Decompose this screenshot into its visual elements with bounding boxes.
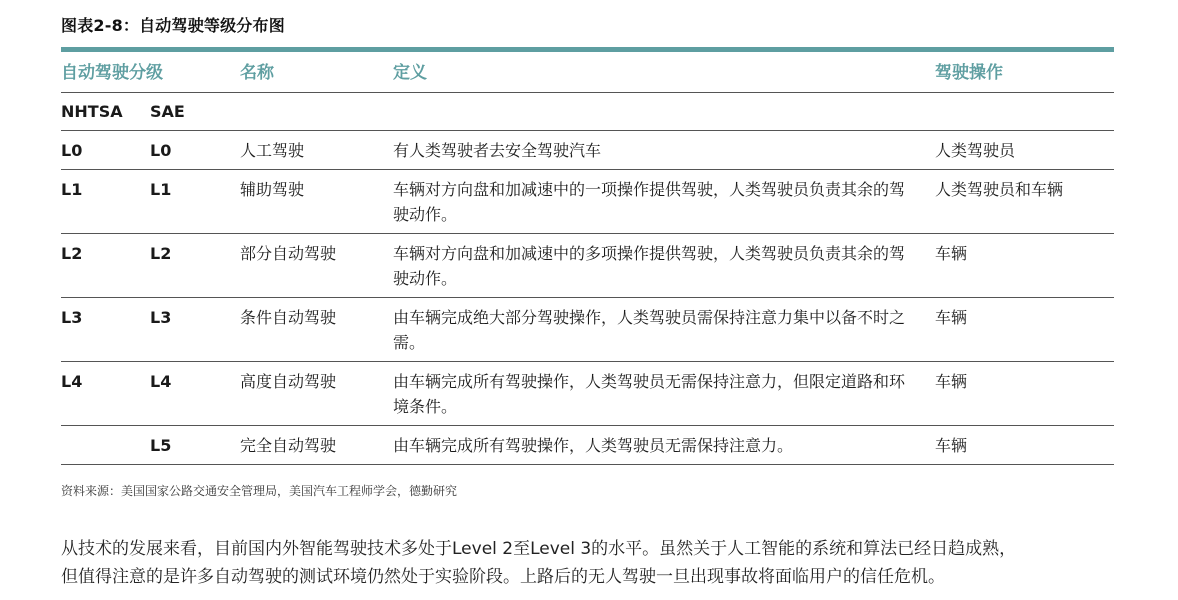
cell-sae: L2 — [150, 234, 240, 298]
table-row — [61, 362, 1114, 426]
subheader-empty — [393, 93, 935, 131]
autonomous-level-table — [61, 55, 1114, 465]
table-row — [61, 234, 1114, 298]
cell-operator: 车辆 — [935, 298, 1114, 362]
cell-name: 人工驾驶 — [240, 131, 393, 170]
cell-sae: L0 — [150, 131, 240, 170]
cell-sae: L5 — [150, 426, 240, 465]
table-row — [61, 426, 1114, 465]
subheader-empty — [935, 93, 1114, 131]
source-note: 资料来源：美国国家公路交通安全管理局，美国汽车工程师学会，德勤研究 — [61, 484, 458, 498]
table-row — [61, 298, 1114, 362]
cell-definition: 由车辆完成所有驾驶操作，人类驾驶员无需保持注意力，但限定道路和环境条件。 — [393, 362, 935, 426]
cell-name: 高度自动驾驶 — [240, 362, 393, 426]
cell-definition: 有人类驾驶者去安全驾驶汽车 — [393, 131, 935, 170]
cell-operator: 车辆 — [935, 362, 1114, 426]
body-paragraph — [61, 535, 1141, 591]
subheader-empty — [240, 93, 393, 131]
cell-definition: 由车辆完成所有驾驶操作，人类驾驶员无需保持注意力。 — [393, 426, 935, 465]
table-top-rule — [61, 47, 1114, 52]
cell-definition: 车辆对方向盘和加减速中的多项操作提供驾驶，人类驾驶员负责其余的驾驶动作。 — [393, 234, 935, 298]
cell-sae: L1 — [150, 170, 240, 234]
cell-name: 完全自动驾驶 — [240, 426, 393, 465]
cell-name: 部分自动驾驶 — [240, 234, 393, 298]
figure-title: 图表2-8：自动驾驶等级分布图 — [61, 16, 285, 35]
cell-operator: 人类驾驶员 — [935, 131, 1114, 170]
cell-nhtsa: L4 — [61, 362, 150, 426]
table-header-row — [61, 55, 1114, 93]
cell-nhtsa: L2 — [61, 234, 150, 298]
cell-nhtsa: L0 — [61, 131, 150, 170]
cell-sae: L3 — [150, 298, 240, 362]
cell-operator: 车辆 — [935, 234, 1114, 298]
cell-nhtsa — [61, 426, 150, 465]
header-name: 名称 — [240, 55, 393, 93]
subheader-nhtsa: NHTSA — [61, 93, 150, 131]
cell-definition: 车辆对方向盘和加减速中的一项操作提供驾驶，人类驾驶员负责其余的驾驶动作。 — [393, 170, 935, 234]
cell-name: 辅助驾驶 — [240, 170, 393, 234]
cell-operator: 车辆 — [935, 426, 1114, 465]
cell-sae: L4 — [150, 362, 240, 426]
table-row — [61, 131, 1114, 170]
cell-operator: 人类驾驶员和车辆 — [935, 170, 1114, 234]
subheader-sae: SAE — [150, 93, 240, 131]
body-line: 从技术的发展来看，目前国内外智能驾驶技术多处于Level 2至Level 3的水平。虽然关于人工智能的系统和算法已经日趋成熟， — [61, 539, 1017, 559]
cell-definition: 由车辆完成绝大部分驾驶操作，人类驾驶员需保持注意力集中以备不时之需。 — [393, 298, 935, 362]
header-operator: 驾驶操作 — [935, 55, 1114, 93]
cell-nhtsa: L3 — [61, 298, 150, 362]
table-row — [61, 170, 1114, 234]
header-level-group: 自动驾驶分级 — [61, 55, 240, 93]
cell-name: 条件自动驾驶 — [240, 298, 393, 362]
body-line: 但值得注意的是许多自动驾驶的测试环境仍然处于实验阶段。上路后的无人驾驶一旦出现事故将面临用户的信任危机。 — [61, 567, 945, 587]
cell-nhtsa: L1 — [61, 170, 150, 234]
header-definition: 定义 — [393, 55, 935, 93]
table-subheader-row — [61, 93, 1114, 131]
